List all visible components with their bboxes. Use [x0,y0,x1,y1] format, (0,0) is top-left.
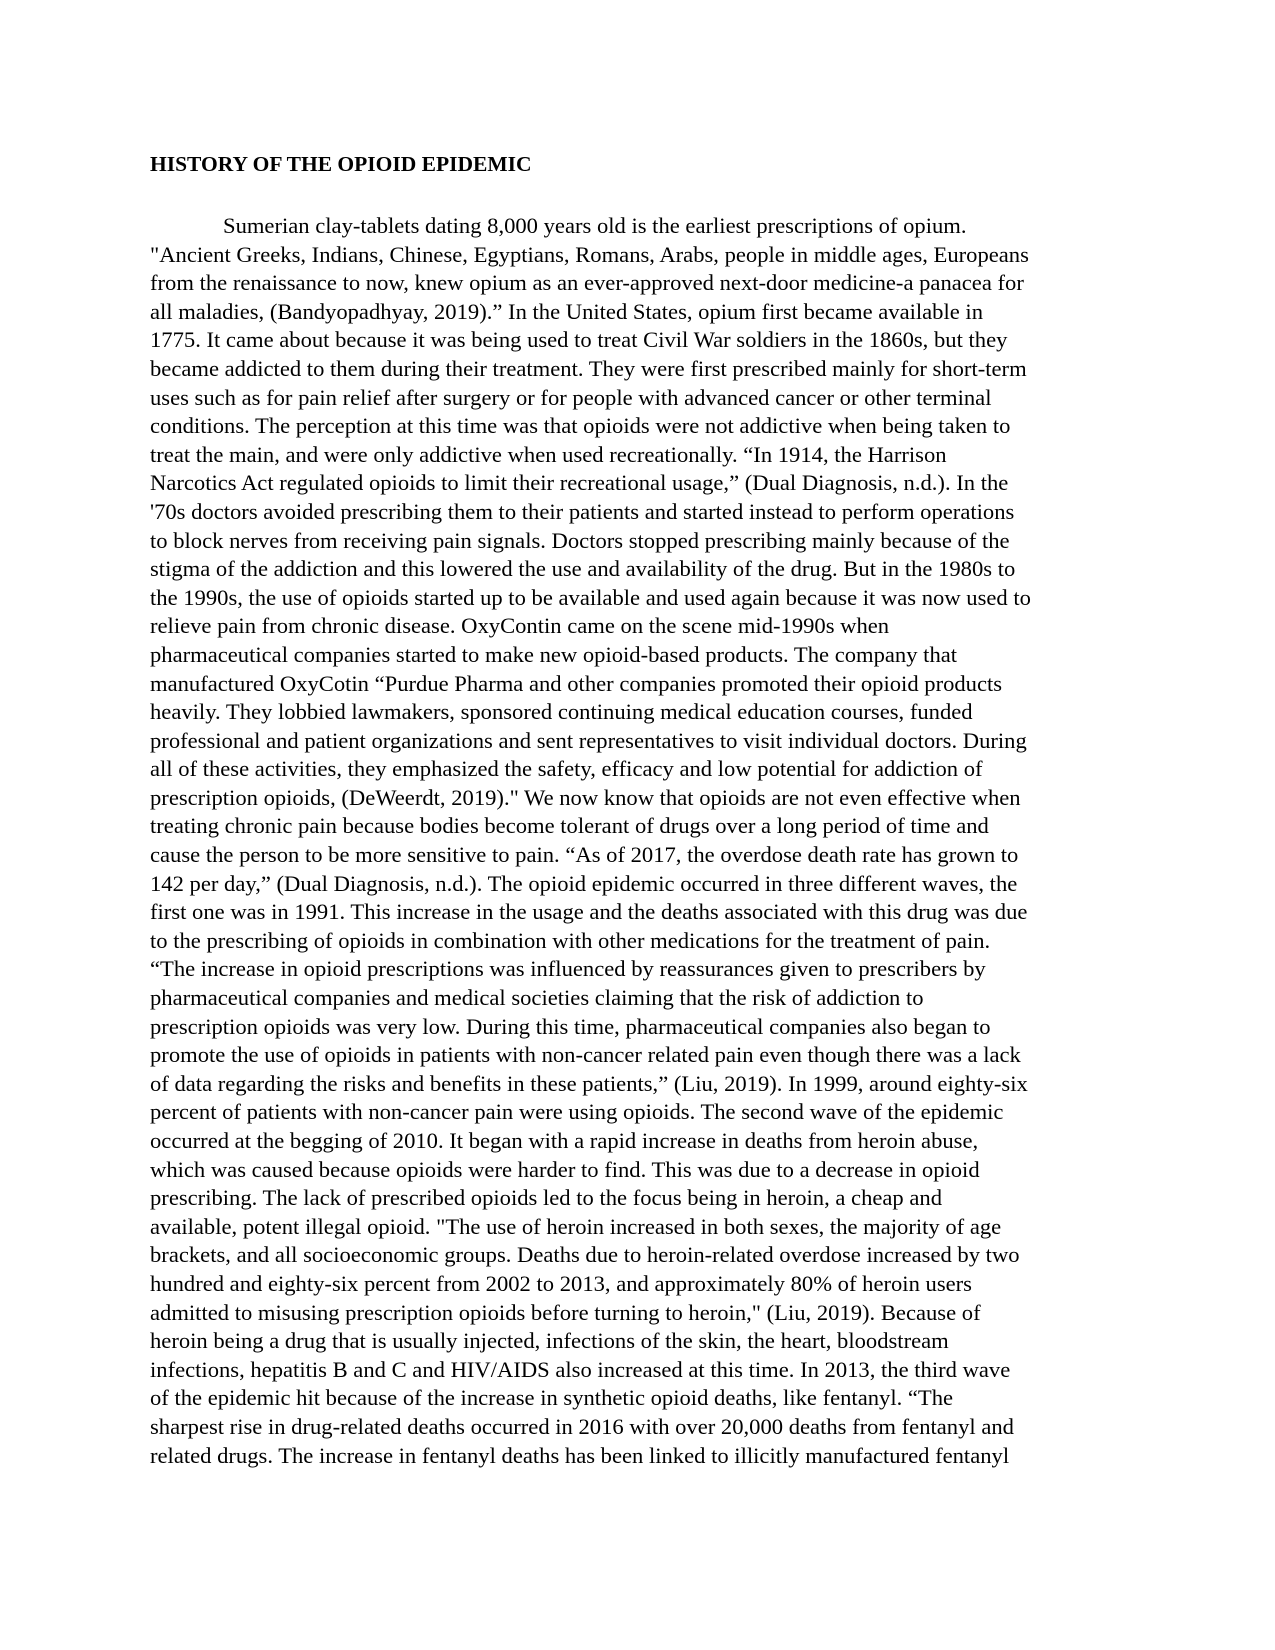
body-line: heavily. They lobbied lawmakers, sponsored continuing medical education courses, funded [150,699,973,725]
body-line: the 1990s, the use of opioids started up to be available and used again because it was now used to [150,584,1031,610]
body-line: brackets, and all socioeconomic groups. Deaths due to heroin-related overdose increased by two [150,1242,1020,1268]
body-line: '70s doctors avoided prescribing them to their patients and started instead to perform operations [150,498,1015,524]
body-line: which was caused because opioids were harder to find. This was due to a decrease in opioid [150,1156,980,1182]
document-body [150,212,1140,1470]
body-line: "Ancient Greeks, Indians, Chinese, Egyptians, Romans, Arabs, people in middle ages, Europeans [150,241,1029,267]
body-line: to block nerves from receiving pain signals. Doctors stopped prescribing mainly because of the [150,527,1010,553]
body-line: admitted to misusing prescription opioids before turning to heroin," (Liu, 2019). Because of [150,1299,981,1325]
body-line: all maladies, (Bandyopadhyay, 2019).” In the United States, opium first became available in [150,298,984,324]
body-line: prescribing. The lack of prescribed opioids led to the focus being in heroin, a cheap and [150,1185,942,1211]
body-line: heroin being a drug that is usually injected, infections of the skin, the heart, bloodstream [150,1328,949,1354]
body-line: first one was in 1991. This increase in the usage and the deaths associated with this drug was due [150,899,1028,925]
body-line: conditions. The perception at this time was that opioids were not addictive when being taken to [150,413,1011,439]
body-line: treating chronic pain because bodies become tolerant of drugs over a long period of time and [150,813,989,839]
body-line: treat the main, and were only addictive when used recreationally. “In 1914, the Harrison [150,441,947,467]
body-line: uses such as for pain relief after surgery or for people with advanced cancer or other terminal [150,384,992,410]
body-line: manufactured OxyCotin “Purdue Pharma and other companies promoted their opioid products [150,670,1003,696]
body-line: to the prescribing of opioids in combination with other medications for the treatment of pain. [150,927,991,953]
body-line: cause the person to be more sensitive to pain. “As of 2017, the overdose death rate has grown to [150,842,1019,868]
body-line: infections, hepatitis B and C and HIV/AIDS also increased at this time. In 2013, the third wave [150,1356,1011,1382]
body-line: Narcotics Act regulated opioids to limit their recreational usage,” (Dual Diagnosis, n.d.). In the [150,470,1009,496]
document-title: HISTORY OF THE OPIOID EPIDEMIC [150,152,532,176]
body-line: pharmaceutical companies started to make new opioid-based products. The company that [150,641,958,667]
body-line: percent of patients with non-cancer pain were using opioids. The second wave of the epidemic [150,1099,1004,1125]
body-line: occurred at the begging of 2010. It began with a rapid increase in deaths from heroin abuse, [150,1128,979,1153]
body-line: promote the use of opioids in patients with non-cancer related pain even though there was a lack [150,1042,1021,1068]
body-line: available, potent illegal opioid. "The use of heroin increased in both sexes, the majority of age [150,1213,1002,1239]
body-line: 142 per day,” (Dual Diagnosis, n.d.). The opioid epidemic occurred in three different waves, the [150,870,1018,896]
body-line: hundred and eighty-six percent from 2002 to 2013, and approximately 80% of heroin users [150,1270,972,1296]
body-line: Sumerian clay-tablets dating 8,000 years old is the earliest prescriptions of opium. [223,213,967,238]
body-line: became addicted to them during their treatment. They were first prescribed mainly for short-term [150,355,1027,381]
body-line: from the renaissance to now, knew opium as an ever-approved next-door medicine-a panacea for [150,270,1024,296]
body-line: stigma of the addiction and this lowered the use and availability of the drug. But in the 1980s to [150,556,1016,582]
body-line: all of these activities, they emphasized the safety, efficacy and low potential for addiction of [150,756,983,782]
body-line: prescription opioids, (DeWeerdt, 2019)." We now know that opioids are not even effective when [150,784,1021,810]
body-line: 1775. It came about because it was being used to treat Civil War soldiers in the 1860s, but they [150,327,1008,353]
body-line: related drugs. The increase in fentanyl deaths has been linked to illicitly manufactured fentanyl [150,1442,1010,1468]
body-line: relieve pain from chronic disease. OxyContin came on the scene mid-1990s when [150,613,890,639]
body-line: pharmaceutical companies and medical societies claiming that the risk of addiction to [150,985,924,1011]
body-line: prescription opioids was very low. During this time, pharmaceutical companies also began to [150,1013,991,1039]
body-line: sharpest rise in drug-related deaths occurred in 2016 with over 20,000 deaths from fentanyl and [150,1413,1014,1439]
body-line: of the epidemic hit because of the increase in synthetic opioid deaths, like fentanyl. “The [150,1385,954,1411]
body-line: professional and patient organizations and sent representatives to visit individual doctors. During [150,727,1027,753]
body-line: “The increase in opioid prescriptions was influenced by reassurances given to prescribers by [150,956,986,982]
body-line: of data regarding the risks and benefits in these patients,” (Liu, 2019). In 1999, around eighty-six [150,1070,1028,1096]
